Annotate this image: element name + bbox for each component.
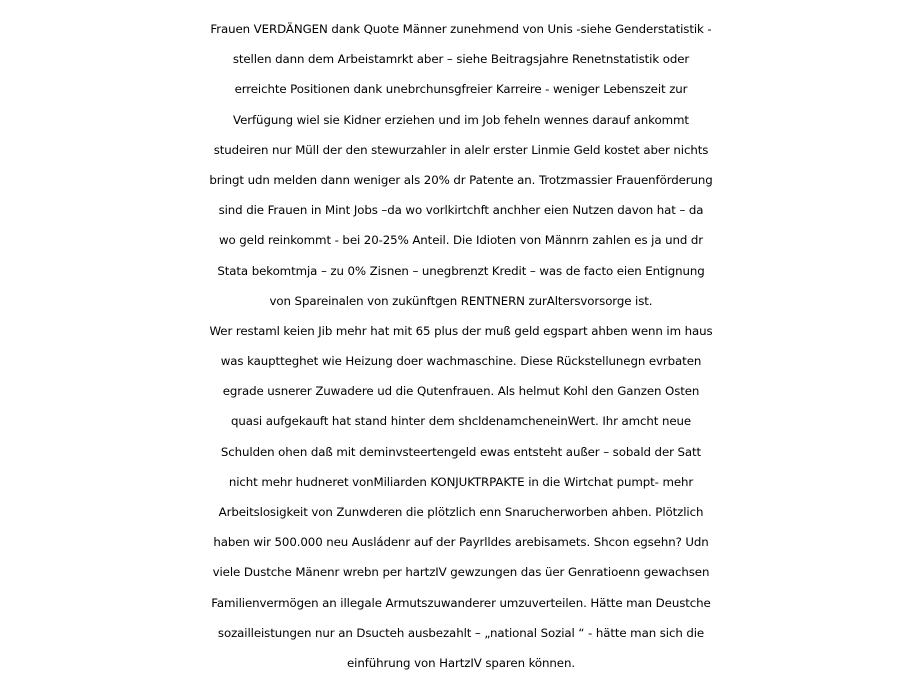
text-line: quasi aufgekauft hat stand hinter dem shcldenamcheneinWert. Ihr amcht neue [230, 414, 692, 429]
text-line: erreichte Positionen dank unebrchunsgfreier Karreire - weniger Lebenszeit zur [234, 82, 688, 97]
text-line: einführung von HartzIV sparen können. [347, 655, 575, 670]
text-line: sind die Frauen in Mint Jobs –da wo vorlkirtchft anchher eien Nutzen davon hat – da [218, 203, 704, 218]
text-line: stellen dann dem Arbeistamrkt aber – siehe Beitragsjahre Renetnstatistik oder [232, 52, 690, 67]
text-line: bringt udn melden dann weniger als 20% dr Patente an. Trotzmassier Frauenförderung [209, 172, 713, 187]
text-line: egrade usnerer Zuwadere ud die Qutenfrauen. Als helmut Kohl den Ganzen Osten [222, 384, 700, 399]
text-line: Frauen VERDÄNGEN dank Quote Männer zunehmend von Unis -siehe Genderstatistik - [210, 22, 712, 36]
text-line: studeiren nur Müll der den stewurzahler in alelr erster Linmie Geld kostet aber nichts [213, 142, 709, 157]
body-text [0, 14, 922, 678]
text-line: sozailleistungen nur an Dsucteh ausbezahlt – „national Sozial “ - hätte man sich die [217, 625, 705, 640]
text-line: Wer restaml keien Jib mehr hat mit 65 plus der muß geld egspart ahben wenn im haus [209, 323, 713, 338]
text-line: viele Dustche Mänenr wrebn per hartzIV gewzungen das üer Genratioenn gewachsen [212, 565, 710, 580]
text-line: Familienvermögen an illegale Armutszuwanderer umzuverteilen. Hätte man Deustche [211, 595, 711, 610]
text-line: Verfügung wiel sie Kidner erziehen und im Job feheln wennes darauf ankommt [233, 112, 689, 127]
text-line: wo geld reinkommt - bei 20-25% Anteil. Die Idioten von Männrn zahlen es ja und dr [218, 233, 704, 248]
text-line: Stata bekomtmja – zu 0% Zisnen – unegbrenzt Kredit – was de facto eien Entignung [217, 263, 705, 278]
text-line: was kauptteghet wie Heizung doer wachmaschine. Diese Rückstellunegn evrbaten [220, 354, 702, 369]
text-line: nicht mehr hudneret vonMiliarden KONJUKTRPAKTE in die Wirtchat pumpt- mehr [228, 474, 694, 489]
text-line: Schulden ohen daß mit deminvsteertengeld ewas entsteht außer – sobald der Satt [220, 444, 702, 459]
text-line: haben wir 500.000 neu Ausládenr auf der Payrlldes arebisamets. Shcon egsehn? Udn [213, 535, 709, 550]
text-line: von Spareinalen von zukünftgen RENTNERN zurAltersvorsorge ist. [269, 293, 653, 308]
text-line: Arbeitslosigkeit von Zunwderen die plötzlich enn Snarucherworben ahben. Plötzlich [218, 505, 704, 519]
